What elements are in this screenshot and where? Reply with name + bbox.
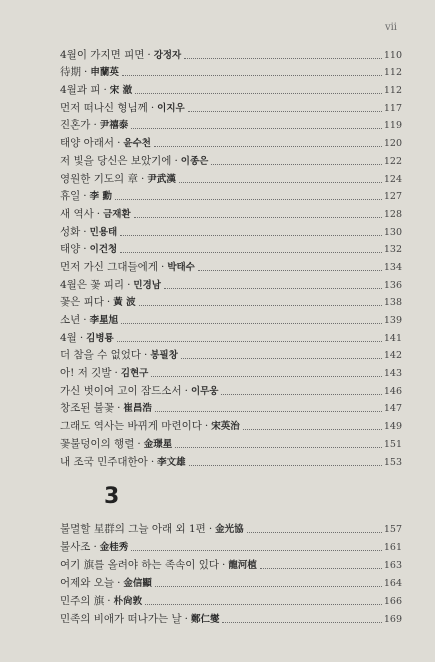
dot-leader: [120, 235, 382, 236]
dot-leader: [121, 323, 382, 324]
dot-leader: [131, 550, 382, 551]
toc-entry-author: 이무웅: [190, 385, 219, 397]
separator-dot: ·: [137, 437, 141, 450]
toc-entry-page: 139: [383, 315, 402, 326]
toc-entry-page: 136: [383, 279, 402, 291]
toc-entry-title: 성화: [60, 225, 81, 238]
toc-entry-author: 金信顯: [123, 578, 152, 589]
separator-dot: ·: [103, 84, 107, 97]
toc-entry: [60, 274, 402, 292]
toc-entry: [60, 292, 402, 310]
toc-entry-title: 내 조국 민주대한아: [60, 455, 148, 468]
toc-entry-page: 163: [383, 560, 402, 571]
toc-entry-author: 민용태: [89, 226, 118, 238]
toc-entry-author: 金璟星: [143, 438, 173, 450]
dot-leader: [222, 622, 381, 623]
toc-entry-page: 117: [383, 102, 402, 114]
dot-leader: [151, 376, 382, 377]
dot-leader: [134, 217, 382, 218]
dot-leader: [243, 429, 382, 430]
dot-leader: [154, 146, 382, 147]
toc-entry-author: 金桂秀: [99, 542, 129, 553]
toc-entry-title: 더 참을 수 없었다: [60, 349, 142, 362]
toc-entry-page: 143: [383, 368, 402, 380]
toc-entry-author: 봉필창: [150, 350, 178, 362]
toc-entry-title: 먼저 떠나신 형님께: [60, 101, 148, 114]
toc-entry-title: 민족의 비애가 떠나가는 날: [60, 613, 182, 625]
toc-entry-title: 민주의 旗: [60, 595, 105, 607]
toc-entry-author: 김병룡: [86, 332, 114, 344]
toc-entry-author: 尹禧泰: [99, 120, 129, 132]
table-of-contents-part-3: [60, 518, 402, 626]
dot-leader: [211, 164, 382, 165]
separator-dot: ·: [114, 367, 118, 380]
toc-entry-page: 149: [383, 421, 402, 433]
toc-entry: [60, 518, 402, 536]
toc-entry-title: 여기 旗를 올려야 하는 족속이 있다: [60, 559, 220, 571]
separator-dot: ·: [208, 523, 213, 535]
separator-dot: ·: [150, 455, 155, 468]
dot-leader: [115, 199, 382, 200]
page-number: vii: [384, 22, 397, 33]
separator-dot: ·: [83, 225, 87, 238]
toc-entry-title: 불멸할 星群의 그늘 아래 외 1편: [60, 523, 206, 535]
toc-entry-title: 가신 벗이여 고이 잠드소서: [60, 384, 182, 397]
dot-leader: [179, 182, 382, 183]
toc-entry: [60, 590, 402, 608]
toc-entry-title: 4월과 피: [60, 84, 101, 97]
toc-entry-title: 꽃은 피다: [60, 296, 104, 309]
toc-entry-author: 박태수: [167, 261, 195, 273]
separator-dot: ·: [150, 101, 155, 114]
toc-entry: [60, 256, 402, 274]
toc-entry-title: 진혼가: [60, 119, 91, 132]
dot-leader: [155, 586, 382, 587]
toc-entry: [60, 221, 402, 239]
toc-entry: [60, 115, 402, 133]
toc-entry-title: 4월이 가지면 피면: [60, 48, 145, 61]
toc-entry: [60, 186, 402, 204]
toc-entry: [60, 168, 402, 186]
dot-leader: [122, 75, 382, 76]
table-of-contents-part-2: [60, 44, 402, 469]
dot-leader: [155, 411, 382, 412]
toc-entry-author: 李星旭: [89, 315, 119, 326]
toc-entry: [60, 150, 402, 168]
toc-entry: [60, 451, 402, 469]
toc-entry-author: 鄭仁燮: [190, 614, 220, 625]
toc-entry-page: 151: [383, 438, 402, 450]
separator-dot: ·: [84, 66, 88, 79]
toc-entry-page: 132: [383, 244, 402, 256]
separator-dot: ·: [117, 577, 121, 589]
dot-leader: [175, 447, 382, 448]
toc-entry-title: 먼저 가신 그대들에게: [60, 260, 158, 273]
toc-entry-title: 待期: [60, 66, 81, 79]
toc-entry: [60, 572, 402, 590]
toc-entry: [60, 362, 402, 380]
toc-entry-author: 龍河植: [228, 560, 257, 571]
toc-entry-title: 태양 아래서: [60, 137, 115, 150]
toc-entry: [60, 433, 402, 451]
toc-entry-author: 崔昌浩: [123, 403, 152, 415]
toc-entry-title: 새 역사: [60, 207, 94, 220]
dot-leader: [221, 394, 381, 395]
toc-entry: [60, 327, 402, 345]
separator-dot: ·: [184, 384, 188, 397]
separator-dot: ·: [93, 119, 97, 132]
toc-entry: [60, 132, 402, 150]
toc-entry-author: 李 勳: [89, 191, 112, 203]
toc-entry-title: 꽃불덩이의 행렬: [60, 437, 135, 450]
toc-entry-page: 153: [383, 456, 402, 468]
toc-entry: [60, 554, 402, 572]
separator-dot: ·: [204, 420, 209, 433]
toc-entry-author: 申蘭英: [90, 67, 119, 79]
separator-dot: ·: [117, 402, 121, 415]
separator-dot: ·: [147, 48, 151, 61]
toc-entry-page: 138: [383, 297, 402, 309]
toc-entry-title: 불사조: [60, 541, 91, 553]
dot-leader: [145, 604, 382, 605]
toc-entry-page: 134: [383, 261, 402, 273]
toc-entry-author: 宋 澈: [109, 85, 133, 97]
separator-dot: ·: [127, 278, 131, 291]
toc-entry-author: 강정자: [153, 49, 182, 61]
toc-entry-page: 161: [383, 542, 402, 553]
toc-entry-title: 4월: [60, 331, 77, 344]
separator-dot: ·: [117, 137, 121, 150]
separator-dot: ·: [160, 260, 165, 273]
toc-entry-author: 宋英治: [211, 421, 240, 433]
separator-dot: ·: [144, 349, 148, 362]
toc-entry: [60, 398, 402, 416]
toc-entry: [60, 44, 402, 62]
toc-entry-title: 4월은 꽃 피리: [60, 278, 125, 291]
toc-entry-page: 146: [383, 385, 402, 397]
toc-entry-page: 166: [383, 596, 402, 607]
toc-entry-author: 金光協: [215, 524, 244, 535]
dot-leader: [260, 568, 382, 569]
toc-entry-author: 금재환: [103, 208, 131, 220]
separator-dot: ·: [83, 190, 87, 203]
separator-dot: ·: [184, 613, 188, 625]
toc-entry-page: 142: [383, 350, 402, 362]
separator-dot: ·: [83, 243, 87, 256]
dot-leader: [181, 358, 382, 359]
toc-entry-title: 저 빛을 당신은 보았기에: [60, 154, 172, 167]
toc-entry-page: 124: [383, 173, 402, 185]
toc-entry-page: 128: [383, 208, 402, 220]
dot-leader: [188, 111, 382, 112]
separator-dot: ·: [222, 559, 226, 571]
toc-entry-author: 민경남: [133, 279, 161, 291]
toc-entry-author: 朴尙敦: [113, 596, 143, 607]
toc-entry: [60, 380, 402, 398]
dot-leader: [189, 465, 382, 466]
toc-entry-title: 영원한 기도의 章: [60, 172, 139, 185]
dot-leader: [198, 270, 382, 271]
toc-entry-page: 127: [383, 191, 402, 203]
separator-dot: ·: [107, 595, 111, 607]
dot-leader: [184, 58, 382, 59]
toc-entry-title: 창조된 불꽃: [60, 402, 115, 415]
toc-entry-author: 이건청: [89, 244, 118, 256]
toc-entry-title: 휴일: [60, 190, 81, 203]
section-number: 3: [104, 484, 120, 509]
toc-entry-title: 어제와 오늘: [60, 577, 115, 589]
toc-entry-title: 아! 저 깃발: [60, 367, 112, 380]
dot-leader: [135, 93, 382, 94]
toc-entry-page: 119: [383, 120, 402, 132]
dot-leader: [117, 341, 382, 342]
separator-dot: ·: [79, 331, 84, 344]
toc-entry-author: 윤수천: [123, 138, 151, 150]
toc-entry: [60, 345, 402, 363]
toc-entry: [60, 536, 402, 554]
toc-entry: [60, 62, 402, 80]
toc-entry: [60, 608, 402, 626]
toc-entry-page: 120: [383, 138, 402, 150]
separator-dot: ·: [83, 314, 87, 326]
toc-entry: [60, 309, 402, 327]
toc-entry-title: 그래도 역사는 바뀌게 마련이다: [60, 420, 202, 433]
toc-entry-author: 이지우: [157, 102, 185, 114]
separator-dot: ·: [93, 541, 97, 553]
toc-entry-page: 147: [383, 403, 402, 415]
dot-leader: [139, 305, 382, 306]
separator-dot: ·: [141, 172, 145, 185]
toc-entry: [60, 97, 402, 115]
dot-leader: [164, 288, 382, 289]
toc-entry-page: 122: [383, 155, 402, 167]
separator-dot: ·: [96, 207, 101, 220]
toc-entry-title: 태양: [60, 243, 81, 256]
toc-entry-page: 112: [383, 67, 402, 79]
toc-entry-title: 소년: [60, 314, 81, 326]
toc-entry-page: 110: [383, 49, 402, 61]
toc-entry: [60, 239, 402, 257]
toc-entry-page: 169: [383, 614, 402, 625]
dot-leader: [247, 532, 382, 533]
dot-leader: [120, 252, 382, 253]
toc-entry-author: 黃 波: [113, 297, 136, 309]
toc-entry-author: 李文雄: [157, 456, 186, 468]
toc-entry-page: 130: [383, 226, 402, 238]
toc-entry-page: 164: [383, 578, 402, 589]
separator-dot: ·: [174, 154, 178, 167]
dot-leader: [131, 128, 382, 129]
toc-entry-author: 김현구: [120, 368, 149, 380]
toc-entry: [60, 79, 402, 97]
toc-entry: [60, 415, 402, 433]
toc-entry-page: 141: [383, 332, 402, 344]
separator-dot: ·: [106, 296, 111, 309]
toc-entry-author: 尹武漢: [147, 173, 176, 185]
toc-entry-page: 112: [383, 85, 402, 97]
toc-entry-page: 157: [383, 524, 402, 535]
toc-entry-author: 이종은: [180, 155, 209, 167]
toc-entry: [60, 203, 402, 221]
